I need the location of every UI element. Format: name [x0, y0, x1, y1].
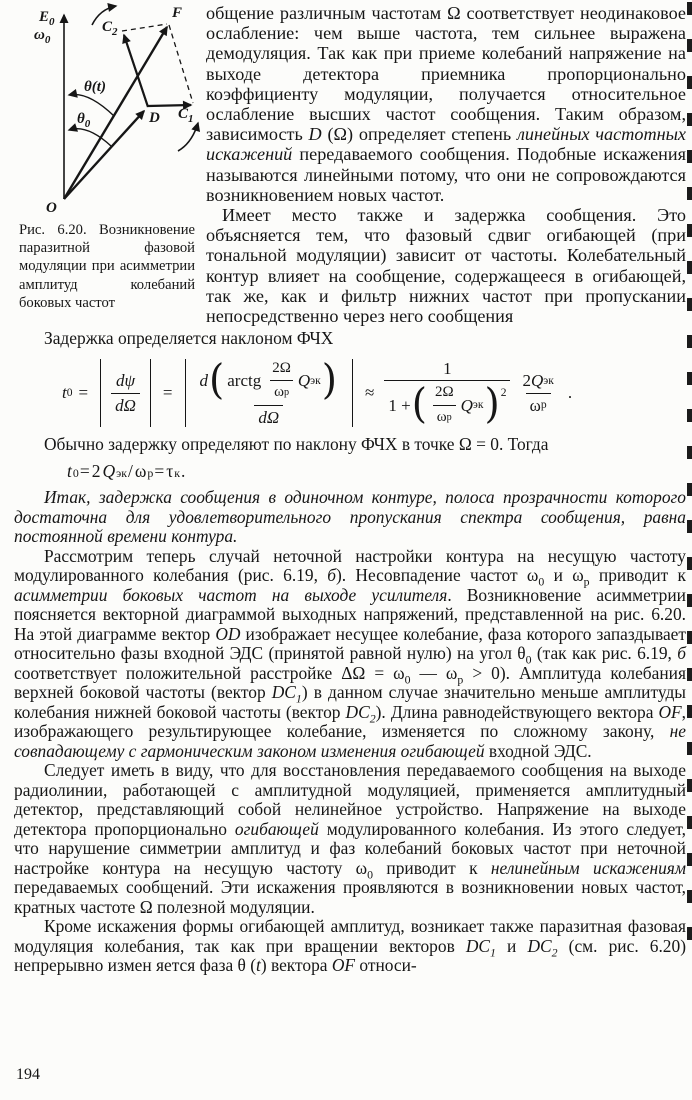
paragraph [14, 761, 686, 917]
text-run: относи- [355, 955, 417, 976]
paragraph [14, 917, 686, 976]
paragraph [14, 488, 686, 547]
text-run: б [327, 565, 336, 586]
vector-OD [64, 111, 144, 199]
text-run: 2 [551, 945, 558, 960]
text-run: асимметрии боковых частот на выходе усилителя [14, 584, 448, 605]
text-run: 1 [490, 945, 496, 960]
text-run: > 0). Амплитуда колебания верхней боковой частоты (вектор [14, 662, 686, 703]
frac-2omega-omegap: 2Ω ω р [268, 359, 295, 403]
equals-sign: = [154, 460, 165, 481]
abs-bar [150, 359, 151, 428]
text-run: ). Несовпадение частот ω [335, 565, 539, 586]
label-O: O [46, 200, 57, 215]
text-run: не совпадающему с гармоническим законом изменения огибающей [14, 721, 686, 761]
text-run: Обычно задержку определяют по наклону ФЧХ в точке Ω = 0. Тогда [44, 434, 549, 455]
paragraph [14, 435, 686, 455]
text-run: общение различным частотам Ω соответствует неодинаковое ослабление: чем выше частота, тем сильнее выражена демодуляция. Так как при приеме колебаний напряжение на выходе детектора приемника пропорционально коэффициенту модуляции, получается относительное ослабление высших частот сообщения. Таким образом, зависимость [206, 3, 686, 145]
text-run: р [457, 672, 464, 687]
text-run: , изображающего результирующее колебание, изменяется по сложному закону, [14, 701, 686, 742]
two-column-section [14, 3, 686, 326]
text-run: D [308, 124, 322, 145]
var-omega: ω [134, 460, 147, 481]
text-run: DC [527, 935, 552, 956]
period: . [567, 383, 573, 403]
f1-lhs: t 0 [62, 383, 73, 403]
text-run: (так как рис. 6.19, [531, 643, 678, 664]
frac-2Q-omegap: 2 Q эк ω р [522, 371, 554, 415]
text-run: DC [345, 701, 370, 722]
frac-derivative: d ( arctg 2Ω ω р Q эк ) dΩ [199, 356, 337, 427]
text-run: OF [331, 955, 356, 976]
text-run: входной ЭДС. [484, 740, 592, 761]
text-run: 0 [404, 672, 411, 687]
frac-dpsi-domega: $\frac{d\psi}{d\Omega}$ [111, 371, 140, 415]
text-run: Рассмотрим теперь случай неточной настройки контура на несущую частоту модулированного колебания (рис. 6.19, [14, 545, 686, 586]
equals-sign: = [162, 383, 173, 403]
text-run: ). Длина равнодействующего вектора [375, 701, 659, 722]
var-t0: t [67, 460, 72, 481]
label-omega0: $\omega_0$ [34, 27, 51, 46]
var-t0: t [62, 383, 67, 403]
label-D: D [149, 110, 160, 126]
slash: / [127, 460, 133, 481]
text-run: огибающей [234, 818, 319, 839]
text-run: передаваемых сообщений. Эти искажения проявляются в возникновении новых частот, кратных частоте Ω полезной модуляции. [14, 877, 686, 917]
text-run: DC [465, 935, 491, 956]
page-number: 194 [16, 1066, 40, 1083]
var-Q: Q [297, 371, 311, 390]
text-run: б [677, 643, 686, 664]
text-run: модулированного колебания. Из этого следует, что нарушение симметрии амплитуд и фаз колебаний боковых частот при неточной настройке контура на несущую частоту ω [14, 818, 686, 878]
label-theta-t: θ(t) [84, 79, 106, 95]
text-run: Имеет место также и задержка сообщения. Это объясняется тем, что фазовый сдвиг огибающей (при тональной модуляции) зависит от частоты. Колебательный контур влияет на сообщение, содержащееся в огибающей, так же, как и фильтр нижних частот при пропускании непосредственно через него сообщения [206, 205, 686, 327]
dashed-edge-C2F [122, 24, 167, 31]
text-run: р [583, 574, 590, 589]
text-run: 0 [367, 867, 374, 882]
para-usually [14, 435, 686, 455]
text-run: 0 [538, 574, 545, 589]
text-run: 0 [525, 652, 532, 667]
text-run: ) вектора [260, 955, 332, 976]
formula-delay-value: t 0 = 2 Q эк / ω р = τ к . [67, 460, 186, 481]
label-E0: $E_0$ [39, 9, 55, 28]
text-run: — ω [410, 662, 458, 683]
equals-sign: = [78, 383, 89, 403]
arctg-fn: arctg [227, 371, 262, 390]
text-run: OF [658, 701, 682, 722]
approx-sign: ≈ [365, 383, 375, 403]
text-run: Задержка определяется наклоном ФЧХ [44, 328, 334, 349]
text-run: 2 [369, 711, 376, 726]
scan-edge-artifact [687, 2, 692, 960]
text-run: нелинейным искажениям [490, 857, 686, 878]
vector-diagram-figure [14, 3, 200, 215]
text-run: Следует иметь в виду, что для восстановления передаваемого сообщения на выходе радиолинии, работающей с амплитудной модуляцией, применяется амплитудный детектор, представляющий собой нелинейное устройство. Напряжение на выходе детектора пропорционально [14, 760, 686, 839]
text-run: (см. рис. 6.20) непрерывно измен яется фаза θ ( [14, 935, 686, 976]
right-text-column [206, 3, 686, 326]
text-run: DC [271, 682, 296, 703]
dashed-edge-FC1 [169, 25, 193, 103]
para-delay-intro [14, 329, 686, 349]
rotation-arrow-bottom-icon [178, 123, 198, 151]
var-Q: Q [102, 460, 116, 481]
label-theta-0: $\theta_0$ [77, 111, 91, 130]
text-run: ) в данном случае значительно меньше амплитуды колебания нижней боковой частоты (вектор [14, 682, 686, 722]
figure-column [14, 3, 200, 326]
text-run: (Ω) определяет степень [321, 124, 517, 145]
abs-bar [185, 359, 186, 428]
label-C2: $C_2$ [102, 19, 118, 38]
frac-2omega-omegap: 2Ω ω р [431, 383, 458, 427]
text-run: и ω [544, 565, 584, 586]
text-run: 1 [295, 691, 302, 706]
para-rest [14, 488, 686, 976]
text-run: . Возникновение асимметрии поясняется векторной диаграммой выходных напряжений, представленной на рис. 6.20. На этой диаграмме вектор [14, 584, 686, 644]
text-run: соответствует положительной расстройке ΔΩ = ω [14, 662, 405, 683]
paragraph [206, 3, 686, 205]
text-run: OD [215, 623, 241, 644]
arc-theta-t [69, 94, 114, 116]
period: . [181, 460, 186, 481]
vector-DC2 [124, 35, 148, 107]
text-run: Итак, задержка сообщения в одиночном контуре, полоса прозрачности которого достаточна для удовлетворительного пропускания спектра сообщения, равна постоянной времени контура. [14, 487, 686, 547]
abs-bar [100, 359, 101, 428]
text-run: линейных частотных искажений [206, 124, 686, 165]
paragraph [14, 547, 686, 762]
equals-sign: = [79, 460, 90, 481]
text-run: изображает несущее колебание, фаза которого запаздывает относительно фазы входной ЭДС (принятой равной нулю) на угол θ [14, 623, 686, 664]
paragraph [14, 329, 686, 349]
text-run: Кроме искажения формы огибающей амплитуд, возникает также паразитная фазовая модуляция колебания, так как при вращении векторов [14, 916, 686, 956]
text-run: t [255, 955, 261, 976]
full-width-text [14, 329, 686, 976]
abs-bar [352, 359, 353, 428]
formula-group-delay [62, 356, 686, 429]
frac-lorentz: 1 1 + ( 2Ω ω р Q эк ) 2 [384, 359, 510, 428]
text-run: приводит к [589, 565, 687, 586]
var-Q: Q [460, 395, 473, 415]
var-tau: τ [166, 460, 174, 481]
paragraph [206, 205, 686, 326]
label-F: F [172, 5, 183, 21]
text-run: приводит к [373, 857, 491, 878]
label-C1: $C_1$ [178, 106, 194, 125]
text-run: передаваемого сообщения. Подобные искажения называются линейными потому, что они не сопровождаются возникновением новых частот. [206, 144, 686, 205]
figure-caption: Рис. 6.20. Возникновение паразитной фазовой модуляции при асимметрии амплитуд колебаний боковых частот [19, 222, 195, 311]
text-run: и [495, 935, 528, 956]
